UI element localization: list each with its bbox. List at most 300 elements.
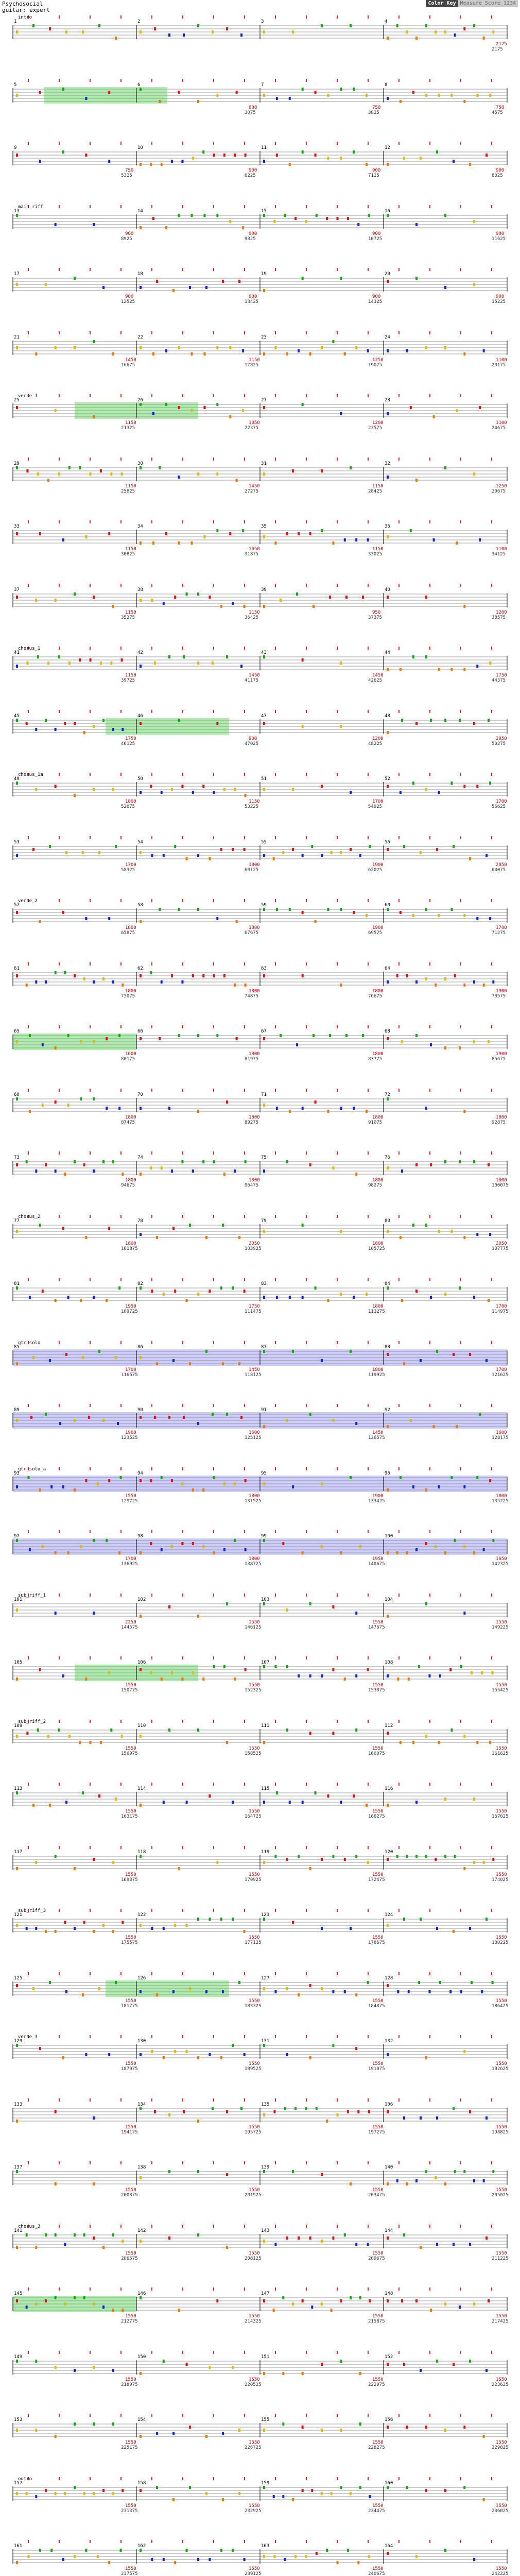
note-gem [236, 91, 238, 94]
cumulative-score: 52075 [121, 804, 135, 809]
note-gem [408, 1677, 410, 1681]
note-gem [178, 214, 180, 217]
measure-score: 1700 [496, 799, 507, 804]
note-gem [35, 2360, 37, 2363]
note-gem [216, 94, 218, 97]
note-gem [302, 2489, 304, 2492]
note-gem [313, 605, 315, 608]
measure-number: 19 [261, 272, 267, 277]
note-gem [140, 1173, 142, 1176]
measure-score: 900 [249, 168, 257, 173]
note-gem [449, 1668, 452, 1671]
note-gem [438, 791, 440, 794]
note-gem [430, 1296, 432, 1299]
note-gem [16, 782, 18, 785]
measure-number: 150 [137, 2354, 146, 2360]
note-gem [340, 725, 342, 728]
measure-number: 91 [261, 1408, 267, 1413]
note-gem [444, 2302, 446, 2306]
cumulative-score: 34125 [492, 552, 506, 557]
note-gem [74, 1867, 76, 1870]
measure-score: 2050 [249, 1241, 260, 1246]
note-gem [403, 2233, 405, 2236]
note-gem [140, 2372, 142, 2375]
cumulative-score: 209675 [368, 2256, 385, 2261]
measure-score: 1900 [372, 1494, 384, 1499]
measure-score: 1150 [125, 673, 136, 678]
note-gem [353, 1296, 355, 1299]
note-gem [463, 785, 465, 788]
note-gem [242, 529, 244, 532]
note-gem [420, 1918, 422, 1921]
staff-row [0, 1841, 520, 1892]
note-gem [327, 1110, 329, 1113]
note-gem [311, 2489, 313, 2492]
measure-number: 16 [385, 209, 390, 214]
note-gem [102, 1419, 105, 1422]
note-gem [289, 97, 291, 100]
measure-score: 1200 [372, 420, 384, 426]
measure-number: 6 [137, 82, 141, 88]
note-gem [355, 1855, 357, 1858]
note-gem [222, 1224, 224, 1227]
staff-svg [0, 2282, 512, 2334]
note-gem [311, 845, 313, 848]
measure-score: 1550 [249, 1935, 260, 1940]
measure-number: 158 [137, 2481, 146, 2486]
note-gem [223, 1482, 226, 1485]
cumulative-score: 195725 [245, 2130, 262, 2135]
note-gem [315, 1100, 317, 1104]
cumulative-score: 4575 [492, 110, 503, 115]
note-gem [140, 1924, 142, 1927]
staff-svg [0, 1336, 512, 1387]
note-gem [418, 1981, 420, 1984]
note-gem [425, 1224, 427, 1227]
cumulative-score: 47025 [245, 741, 259, 747]
note-gem [454, 2170, 456, 2173]
measure-number: 66 [137, 1029, 143, 1034]
note-gem [476, 1476, 478, 1479]
cumulative-score: 183325 [245, 2004, 262, 2009]
note-gem [329, 1034, 331, 1037]
note-gem [263, 1801, 265, 1804]
note-gem [163, 1801, 165, 1804]
note-gem [163, 1927, 165, 1930]
note-gem [202, 1677, 204, 1681]
note-gem [16, 596, 18, 599]
note-gem [93, 223, 95, 226]
note-gem [488, 719, 490, 722]
note-gem [74, 2369, 76, 2372]
note-gem [436, 848, 438, 851]
note-gem [118, 1551, 120, 1554]
note-gem [321, 2173, 323, 2176]
note-gem [286, 352, 288, 355]
measure-score: 1550 [249, 2251, 260, 2256]
note-gem [321, 785, 323, 788]
cumulative-score: 24675 [492, 426, 506, 431]
note-gem [183, 2110, 185, 2113]
note-gem [172, 1990, 175, 1993]
note-gem [387, 2236, 389, 2240]
note-gem [425, 596, 427, 599]
staff-svg [0, 2472, 512, 2523]
measure-score: 1550 [372, 1746, 384, 1751]
note-gem [85, 1479, 87, 1482]
cumulative-score: 39725 [121, 678, 135, 683]
note-gem [473, 472, 475, 476]
measure-number: 8 [385, 82, 388, 88]
note-gem [438, 1485, 440, 1488]
measure-score: 1800 [249, 862, 260, 868]
note-gem [140, 2435, 142, 2438]
staff-svg [0, 515, 512, 567]
note-gem [106, 1539, 108, 1542]
note-gem [29, 1110, 31, 1113]
note-gem [316, 214, 318, 217]
note-gem [444, 2549, 446, 2552]
note-gem [55, 1930, 57, 1933]
note-gem [387, 280, 389, 283]
measure-number: 9 [14, 145, 17, 150]
note-gem [16, 2429, 18, 2432]
measure-score: 1150 [249, 610, 260, 615]
note-gem [327, 94, 329, 97]
staff-row [0, 2535, 520, 2576]
measure-score: 1600 [125, 1052, 136, 1057]
measure-score: 1700 [496, 1367, 507, 1372]
cumulative-score: 228275 [368, 2445, 385, 2450]
cumulative-score: 25825 [121, 489, 135, 494]
note-gem [276, 1791, 278, 1794]
measure-score: 950 [372, 610, 381, 615]
note-gem [238, 1236, 240, 1239]
note-gem [178, 476, 180, 479]
note-gem [415, 722, 418, 725]
note-gem [35, 1927, 37, 1930]
note-gem [234, 788, 236, 791]
note-gem [64, 971, 66, 974]
note-gem [168, 2113, 170, 2116]
note-gem [387, 1097, 389, 1100]
measure-number: 137 [14, 2165, 23, 2170]
staff-svg [0, 2346, 512, 2397]
note-gem [83, 2233, 85, 2236]
note-gem [430, 2309, 432, 2312]
note-gem [302, 1107, 304, 1110]
note-gem [244, 2558, 246, 2561]
note-gem [326, 2549, 328, 2552]
note-gem [387, 785, 389, 788]
note-gem [50, 2549, 53, 2552]
song-title: Psychosocial [2, 1, 43, 7]
note-gem [309, 1867, 311, 1870]
note-gem [150, 971, 152, 974]
note-gem [42, 1104, 44, 1107]
note-gem [232, 1801, 234, 1804]
staff-svg [0, 137, 512, 188]
note-gem [321, 1987, 323, 1990]
measure-number: 21 [14, 335, 20, 340]
note-gem [321, 2240, 323, 2243]
note-gem [463, 27, 465, 30]
note-gem [350, 2492, 352, 2495]
note-gem [367, 1861, 369, 1864]
measure-score: 900 [249, 736, 257, 741]
note-gem [140, 1804, 142, 1807]
note-gem [213, 974, 215, 977]
note-gem [387, 535, 389, 538]
note-gem [298, 1993, 300, 1996]
note-gem [232, 2366, 234, 2369]
note-gem [106, 1299, 108, 1302]
cumulative-score: 118125 [245, 1372, 262, 1378]
note-gem [387, 1674, 389, 1677]
note-gem [453, 2107, 455, 2110]
note-gem [282, 2422, 284, 2426]
note-gem [332, 1605, 334, 1608]
note-gem [26, 662, 28, 665]
measure-number: 127 [261, 1976, 270, 1981]
note-gem [216, 403, 218, 406]
measure-number: 13 [14, 209, 20, 214]
note-gem [430, 719, 432, 722]
cumulative-score: 114975 [492, 1309, 509, 1314]
note-gem [212, 662, 214, 665]
note-gem [263, 908, 265, 911]
note-gem [453, 2243, 455, 2246]
note-gem [340, 2429, 342, 2432]
note-gem [340, 2486, 342, 2489]
note-gem [183, 1416, 185, 1419]
staff-svg [0, 705, 512, 756]
note-gem [74, 2422, 76, 2426]
note-gem [16, 1735, 18, 1738]
cumulative-score: 187975 [121, 2066, 138, 2072]
note-gem [205, 286, 207, 289]
note-gem [90, 658, 92, 662]
note-gem [368, 2110, 370, 2113]
measure-score: 1550 [249, 2188, 260, 2193]
note-gem [263, 1665, 265, 1668]
cumulative-score: 174025 [492, 1877, 509, 1883]
staff-svg [0, 1588, 512, 1640]
note-gem [463, 605, 465, 608]
note-gem [263, 406, 265, 409]
note-gem [197, 100, 199, 103]
note-gem [286, 1419, 288, 1422]
note-gem [473, 1040, 475, 1043]
measure-number: 101 [14, 1597, 23, 1602]
note-gem [197, 2056, 199, 2059]
note-gem [74, 722, 76, 725]
note-gem [473, 2179, 475, 2182]
note-gem [186, 1299, 188, 1302]
note-gem [49, 1981, 51, 1984]
cumulative-score: 21325 [121, 426, 135, 431]
note-gem [302, 658, 304, 662]
measure-score: 1800 [125, 1241, 136, 1246]
note-gem [435, 30, 437, 33]
measure-number: 104 [385, 1597, 393, 1602]
note-gem [316, 2107, 318, 2110]
measure-number: 102 [137, 1597, 146, 1602]
note-gem [151, 1927, 153, 1930]
note-gem [37, 655, 39, 658]
note-gem [245, 1479, 247, 1482]
measure-score: 1550 [372, 2314, 384, 2319]
measure-score: 1800 [249, 1115, 260, 1120]
note-gem [359, 2372, 361, 2375]
note-gem [209, 1794, 211, 1798]
note-gem [197, 24, 199, 27]
note-gem [345, 596, 348, 599]
note-gem [321, 1482, 323, 1485]
measure-score: 1550 [496, 1746, 507, 1751]
note-gem [232, 848, 234, 851]
note-gem [213, 1665, 215, 1668]
note-gem [340, 1801, 342, 1804]
note-gem [273, 857, 275, 860]
note-gem [151, 854, 153, 857]
note-gem [473, 1798, 475, 1801]
note-gem [26, 2233, 28, 2236]
note-gem [401, 2299, 403, 2302]
cumulative-score: 229825 [492, 2445, 509, 2450]
measure-number: 25 [14, 398, 20, 403]
note-gem [108, 532, 110, 535]
measure-score: 1100 [496, 358, 507, 363]
note-gem [191, 541, 193, 545]
note-gem [321, 2492, 323, 2495]
measure-score: 1550 [372, 2061, 384, 2066]
note-gem [263, 160, 265, 163]
note-gem [289, 1801, 291, 1804]
note-gem [16, 466, 18, 469]
note-gem [387, 1804, 389, 1807]
note-gem [332, 1166, 334, 1170]
note-gem [294, 2107, 297, 2110]
measure-score: 1550 [249, 1872, 260, 1877]
note-gem [425, 24, 427, 27]
measure-score: 1550 [249, 2125, 260, 2130]
note-gem [240, 665, 242, 668]
note-gem [450, 1476, 453, 1479]
note-gem [223, 1173, 226, 1176]
note-gem [289, 163, 291, 166]
measure-score: 1550 [249, 1620, 260, 1625]
note-gem [309, 1674, 311, 1677]
note-gem [55, 1612, 57, 1615]
note-gem [186, 2050, 188, 2053]
note-gem [140, 1551, 142, 1554]
measure-number: 108 [385, 1660, 393, 1665]
note-gem [420, 2369, 422, 2372]
note-gem [122, 728, 124, 731]
note-gem [39, 91, 41, 94]
note-gem [74, 2233, 76, 2236]
note-gem [331, 851, 333, 854]
measure-score: 1150 [125, 547, 136, 552]
note-gem [102, 2246, 105, 2249]
note-gem [263, 94, 265, 97]
measure-score: 1550 [372, 1620, 384, 1625]
note-gem [408, 1990, 410, 1993]
cumulative-score: 19075 [368, 363, 383, 368]
measure-number: 18 [137, 272, 143, 277]
measure-number: 159 [261, 2481, 270, 2486]
measure-score: 1550 [372, 1998, 384, 2004]
staff-row [0, 2030, 520, 2081]
note-gem [274, 346, 276, 349]
note-gem [321, 1674, 323, 1677]
note-gem [302, 2426, 304, 2429]
note-gem [181, 1677, 183, 1681]
note-gem [403, 2116, 405, 2120]
note-gem [161, 163, 163, 166]
note-gem [450, 908, 453, 911]
staff-row [0, 1588, 520, 1640]
note-gem [16, 2561, 18, 2564]
note-gem [436, 1350, 438, 1353]
cumulative-score: 226725 [245, 2445, 262, 2450]
cumulative-score: 92875 [492, 1120, 506, 1125]
measure-score: 1550 [372, 2188, 384, 2193]
cumulative-score: 239125 [245, 2571, 262, 2576]
note-gem [340, 412, 342, 415]
cumulative-score: 80175 [121, 1057, 135, 1062]
staff-row [0, 2156, 520, 2208]
note-gem [425, 908, 427, 911]
measure-number: 139 [261, 2165, 270, 2170]
note-gem [16, 1867, 18, 1870]
staff-row [0, 74, 520, 125]
note-gem [161, 1677, 163, 1681]
note-gem [274, 541, 276, 545]
note-gem [403, 1362, 405, 1365]
note-gem [120, 2549, 122, 2552]
note-gem [263, 2113, 265, 2116]
measure-number: 72 [385, 1092, 390, 1097]
note-gem [140, 1855, 142, 1858]
measure-score: 2050 [496, 736, 507, 741]
measure-score: 900 [249, 294, 257, 299]
note-gem [403, 1918, 405, 1921]
note-gem [42, 1043, 44, 1046]
note-gem [216, 2299, 218, 2302]
note-gem [26, 2306, 28, 2309]
note-gem [469, 1353, 471, 1356]
note-gem [156, 2432, 158, 2435]
note-gem [16, 154, 18, 157]
cumulative-score: 28425 [368, 489, 383, 494]
note-gem [174, 845, 176, 848]
note-gem [85, 1677, 87, 1681]
note-gem [140, 163, 142, 166]
note-gem [263, 854, 265, 857]
note-gem [355, 1674, 357, 1677]
note-gem [189, 1987, 191, 1990]
measure-number: 45 [14, 714, 20, 719]
note-gem [406, 2182, 408, 2185]
note-gem [26, 1160, 28, 1163]
note-gem [229, 415, 231, 418]
note-gem [121, 472, 123, 476]
cumulative-score: 155425 [492, 1688, 509, 1693]
note-gem [486, 2236, 488, 2240]
note-gem [62, 1674, 64, 1677]
